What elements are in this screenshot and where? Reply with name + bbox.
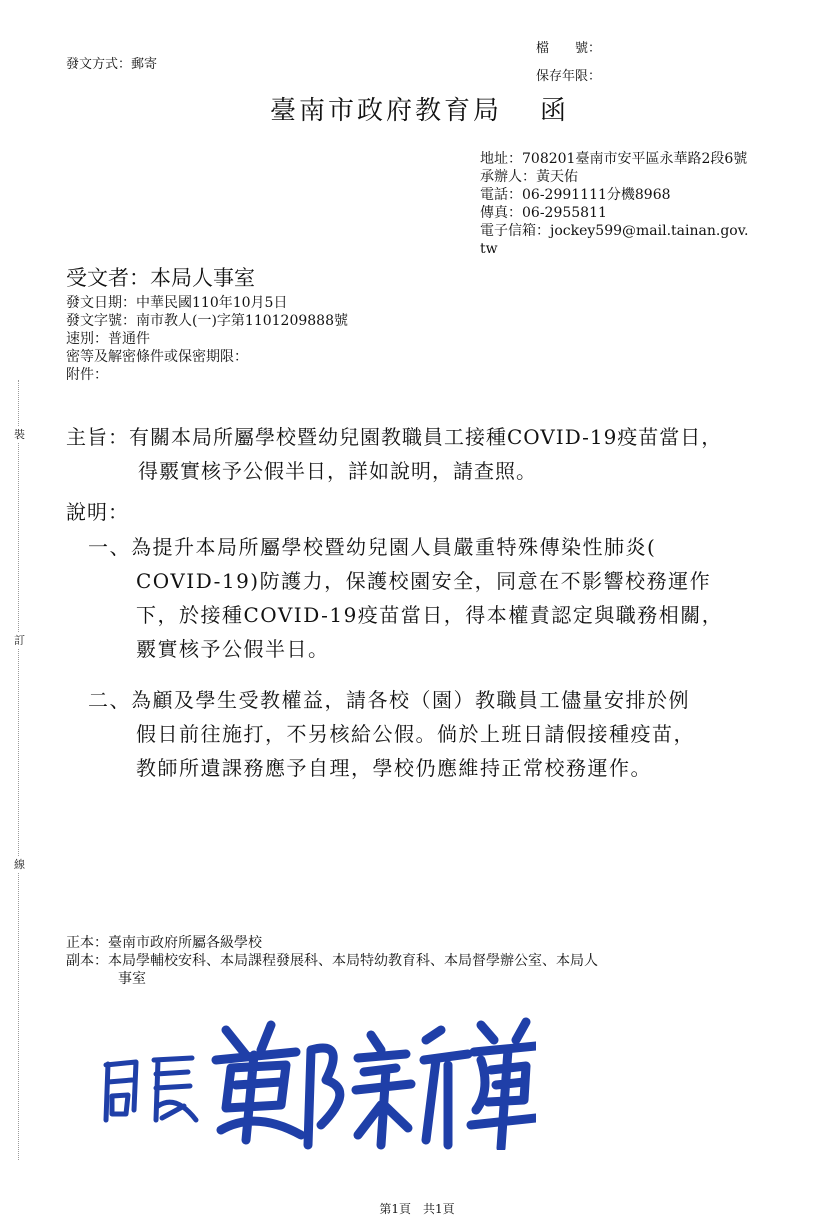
item-1-line-1: 一、為提升本局所屬學校暨幼兒園人員嚴重特殊傳染性肺炎(: [88, 535, 657, 559]
signature-strokes: [106, 1022, 536, 1148]
copy-recipients-continued: 事室: [118, 971, 146, 987]
fax: 傳真：06-2955811: [480, 205, 607, 221]
document-type: 函: [540, 96, 570, 126]
copy-recipients: 副本：本局學輔校安科、本局課程發展科、本局特幼教育科、本局督學辦公室、本局人: [66, 953, 598, 969]
distribution: [66, 934, 598, 988]
item-1-line-3: 下，於接種COVID-19疫苗當日，得本權責認定與職務相關，: [136, 603, 724, 627]
agency-name: 臺南市政府教育局: [270, 96, 503, 126]
receiver: 受文者：本局人事室: [66, 266, 255, 290]
binding-line: [18, 380, 19, 1160]
description-item-2: [88, 683, 695, 785]
phone: 電話：06-2991111分機8968: [480, 187, 671, 203]
document-title: [270, 90, 569, 127]
contact-block: [480, 150, 748, 258]
subject: [66, 420, 722, 488]
address: 地址：708201臺南市安平區永華路2段6號: [480, 151, 748, 167]
speed: 速別：普通件: [66, 331, 150, 347]
issue-date: 發文日期：中華民國110年10月5日: [66, 295, 288, 311]
handler: 承辦人：黃天佑: [480, 169, 578, 185]
original-recipients: 正本：臺南市政府所屬各級學校: [66, 935, 262, 951]
retention-label: 保存年限：: [536, 69, 602, 84]
document-meta: [66, 294, 348, 384]
item-2-line-1: 二、為顧及學生受教權益，請各校（園）教職員工儘量安排於例: [88, 688, 690, 712]
margin-mark-ding: 訂: [14, 634, 25, 647]
item-2-line-3: 教師所遺課務應予自理，學校仍應維持正常校務運作。: [136, 756, 652, 780]
attachment: 附件：: [66, 367, 108, 383]
email-continued: tw: [480, 241, 498, 257]
margin-mark-zhuang: 裝: [14, 428, 25, 441]
page-footer: 第1頁 共1頁: [379, 1202, 455, 1216]
subject-line-2: 得覈實核予公假半日，詳如說明，請查照。: [138, 459, 537, 483]
director-signature: [96, 1010, 536, 1150]
description-heading: 說明：: [66, 500, 129, 524]
send-method: 發文方式：郵寄: [66, 57, 158, 72]
item-1-line-2: COVID-19)防護力，保護校園安全，同意在不影響校務運作: [136, 569, 712, 593]
secrecy: 密等及解密條件或保密期限：: [66, 349, 248, 365]
document-number: 發文字號：南市教人(一)字第1101209888號: [66, 313, 348, 329]
file-number-label: 檔 號：: [536, 41, 602, 56]
email: 電子信箱：jockey599@mail.tainan.gov.: [480, 223, 749, 239]
item-1-line-4: 覈實核予公假半日。: [136, 637, 330, 661]
item-2-line-2: 假日前往施打，不另核給公假。倘於上班日請假接種疫苗，: [136, 722, 695, 746]
margin-mark-xian: 線: [14, 858, 25, 871]
description-item-1: [88, 530, 723, 666]
subject-line-1: 主旨：有關本局所屬學校暨幼兒園教職員工接種COVID-19疫苗當日，: [66, 425, 723, 449]
